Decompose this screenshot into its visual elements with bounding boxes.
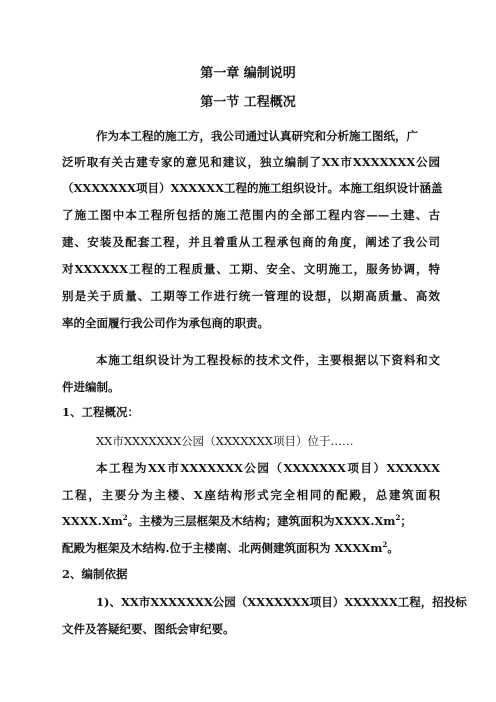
semicolon: ； bbox=[400, 514, 412, 528]
para1-line-1: 作为本工程的施工方，我公司通过认真研究和分析施工图纸，广 bbox=[96, 129, 418, 143]
item1-para-line-2: 工程，主要分为主楼、X座结构形式完全相同的配殿，总建筑面积 bbox=[62, 488, 440, 502]
para2-line-2: 件进编制。 bbox=[62, 380, 120, 394]
item1-para-line-4 bbox=[62, 540, 399, 556]
item2-title: 2、编制依据 bbox=[62, 567, 128, 581]
side-hall-text: 配殿为框架及木结构.位于主楼南、北两侧建筑面积为 XXXXm bbox=[62, 541, 383, 555]
item1-para-line-3 bbox=[62, 513, 412, 529]
para1-line-2: 泛听取有关古建专家的意见和建议，独立编制了XX市XXXXXXX公园 bbox=[62, 155, 440, 169]
item2-para-line-2: 文件及答疑纪要、图纸会审纪要。 bbox=[62, 622, 235, 636]
para1-line-7: 别是关于质量、工期等工作进行统一管理的设想，以期高质量、高效 bbox=[62, 289, 440, 303]
para2-line-1: 本施工组织设计为工程投标的技术文件，主要根据以下资料和文 bbox=[96, 353, 440, 367]
area-total-unit-sup: 2 bbox=[122, 513, 128, 522]
main-building-unit-sup: 2 bbox=[395, 513, 401, 522]
chapter-title: 第一章 编制说明 bbox=[200, 66, 296, 81]
para1-line-8: 率的全面履行我公司作为承包商的职责。 bbox=[62, 316, 269, 330]
item1-para-line-1: 本工程为XX市XXXXXXX公园（XXXXXXX项目）XXXXXX bbox=[96, 461, 440, 475]
para1-line-5: 建、安装及配套工程，并且着重从工程承包商的角度，阐述了我公司 bbox=[62, 235, 440, 249]
section-title: 第一节 工程概况 bbox=[200, 95, 296, 110]
item1-title: 1、工程概况： bbox=[62, 405, 140, 419]
para1-line-6: 对XXXXXX工程的工程质量、工期、安全、文明施工，服务协调，特 bbox=[62, 262, 440, 276]
area-total-text: XXXX.Xm bbox=[62, 514, 123, 528]
side-hall-unit-sup: 2 bbox=[382, 540, 388, 549]
para1-line-3: （XXXXXXX项目）XXXXXX工程的施工组织设计。本施工组织设计涵盖 bbox=[62, 181, 443, 195]
main-building-text: 。主楼为三层框架及木结构；建筑面积为XXXX.Xm bbox=[127, 514, 396, 528]
item2-para-line-1: 1)、XX市XXXXXXX公园（XXXXXXX项目）XXXXXX工程，招投标 bbox=[96, 595, 467, 609]
period: 。 bbox=[387, 541, 399, 555]
para1-line-4: 了施工图中本工程所包括的施工范围内的全部工程内容——土建、古 bbox=[62, 208, 440, 222]
item1-location-line: XX市XXXXXXX公园（XXXXXXX项目）位于…… bbox=[96, 434, 354, 448]
